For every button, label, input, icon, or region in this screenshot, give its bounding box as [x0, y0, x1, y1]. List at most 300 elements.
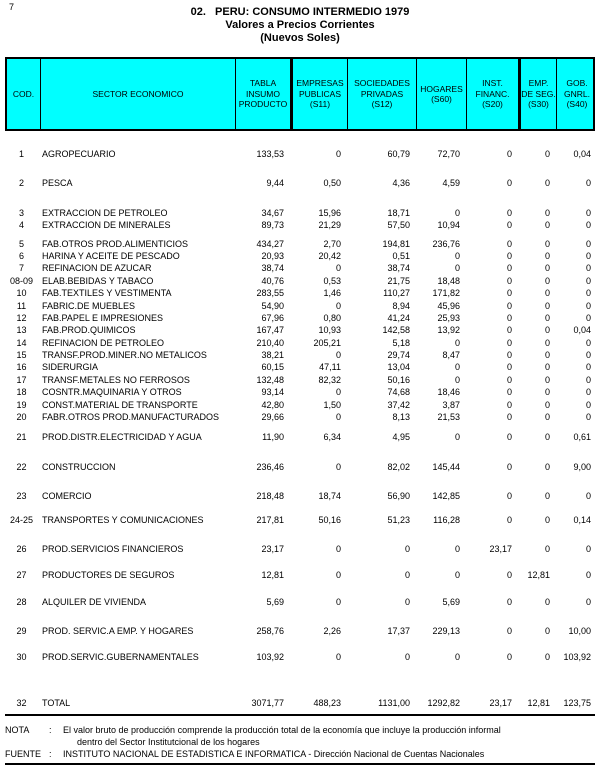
value-tabla-insumo-producto: 34,67 [261, 207, 284, 218]
sector-name: ALQUILER DE VIVIENDA [42, 596, 147, 607]
value-inst-financ-s20: 0 [506, 288, 512, 299]
value-inst-financ-s20: 0 [506, 350, 512, 361]
fuente-label: FUENTE [5, 749, 41, 760]
value-gob-gnrl-s40: 103,92 [563, 651, 591, 662]
value-gob-gnrl-s40: 0,14 [573, 514, 591, 525]
row-group [5, 625, 595, 637]
value-empresas-publicas-s11: 0,50 [323, 178, 341, 189]
value-hogares-s60: 21,53 [437, 412, 460, 423]
value-empresas-publicas-s11: 0 [335, 651, 341, 662]
value-tabla-insumo-producto: 434,27 [256, 238, 284, 249]
value-tabla-insumo-producto: 54,90 [261, 300, 284, 311]
value-sociedades-privadas-s12: 4,95 [392, 432, 410, 443]
value-hogares-s60: 0 [454, 543, 460, 554]
value-inst-financ-s20: 0 [506, 207, 512, 218]
row-group [5, 177, 595, 189]
value-empresas-publicas-s11: 0 [335, 350, 341, 361]
value-sociedades-privadas-s12: 60,79 [387, 149, 410, 159]
sector-name: REFINACION DE AZUCAR [42, 263, 152, 274]
table-row [5, 514, 595, 526]
value-tabla-insumo-producto: 5,69 [266, 596, 284, 607]
table-row [5, 431, 595, 443]
value-empresas-publicas-s11: 0 [335, 461, 341, 472]
value-gob-gnrl-s40: 0 [585, 207, 591, 218]
value-emp-de-seg-s30: 0 [544, 325, 550, 336]
value-gob-gnrl-s40: 0 [585, 337, 591, 348]
value-inst-financ-s20: 0 [506, 149, 512, 159]
row-code: 32 [16, 697, 27, 708]
value-hogares-s60: 145,44 [432, 461, 460, 472]
total-row [5, 697, 595, 709]
column-header-sector-economico: SECTOR ECONOMICO [40, 59, 235, 129]
value-hogares-s60: 1292,82 [427, 697, 460, 708]
value-inst-financ-s20: 0 [506, 491, 512, 502]
value-emp-de-seg-s30: 0 [544, 312, 550, 323]
value-inst-financ-s20: 0 [506, 312, 512, 323]
value-gob-gnrl-s40: 0 [585, 543, 591, 554]
value-tabla-insumo-producto: 23,17 [261, 543, 284, 554]
value-hogares-s60: 13,92 [437, 325, 460, 336]
row-group [5, 461, 595, 473]
value-tabla-insumo-producto: 133,53 [256, 149, 284, 159]
sector-name: TRANSPORTES Y COMUNICACIONES [42, 514, 204, 525]
value-hogares-s60: 0 [454, 250, 460, 261]
row-group [5, 543, 595, 555]
value-inst-financ-s20: 0 [506, 337, 512, 348]
value-inst-financ-s20: 0 [506, 325, 512, 336]
value-emp-de-seg-s30: 0 [544, 461, 550, 472]
table-row [5, 324, 595, 336]
sector-name: PROD.SERVIC.GUBERNAMENTALES [42, 651, 199, 662]
nota-text-line1: El valor bruto de producción comprende la producción total de la economía que incluye la producción informal [63, 725, 501, 736]
value-gob-gnrl-s40: 0 [585, 399, 591, 410]
column-header-hogares-s60: HOGARES (S60) [416, 59, 466, 129]
value-gob-gnrl-s40: 0 [585, 412, 591, 423]
value-sociedades-privadas-s12: 56,90 [387, 491, 410, 502]
row-code: 18 [16, 387, 27, 398]
sector-name: PESCA [42, 178, 73, 189]
value-inst-financ-s20: 0 [506, 461, 512, 472]
column-header-inst-financ-s20: INST. FINANC. (S20) [466, 59, 518, 129]
table-row [5, 287, 595, 299]
value-inst-financ-s20: 0 [506, 387, 512, 398]
value-emp-de-seg-s30: 0 [544, 288, 550, 299]
sector-name: HARINA Y ACEITE DE PESCADO [42, 250, 180, 261]
value-sociedades-privadas-s12: 21,75 [387, 275, 410, 286]
value-tabla-insumo-producto: 9,44 [266, 178, 284, 189]
value-gob-gnrl-s40: 0 [585, 220, 591, 231]
row-code: 4 [18, 220, 24, 231]
row-group [5, 569, 595, 581]
sector-name: FAB.PAPEL E IMPRESIONES [42, 312, 164, 323]
value-empresas-publicas-s11: 6,34 [323, 432, 341, 443]
value-tabla-insumo-producto: 38,74 [261, 263, 284, 274]
value-hogares-s60: 0 [454, 263, 460, 274]
fuente-text: INSTITUTO NACIONAL DE ESTADISTICA E INFORMATICA - Dirección Nacional de Cuentas Nacionales [63, 749, 485, 760]
value-sociedades-privadas-s12: 4,36 [392, 178, 410, 189]
value-hogares-s60: 25,93 [437, 312, 460, 323]
fuente-row [5, 748, 595, 760]
value-gob-gnrl-s40: 0 [585, 300, 591, 311]
value-tabla-insumo-producto: 89,73 [261, 220, 284, 231]
value-gob-gnrl-s40: 10,00 [568, 626, 591, 637]
value-sociedades-privadas-s12: 8,13 [392, 412, 410, 423]
nota-row [5, 724, 595, 736]
value-sociedades-privadas-s12: 142,58 [382, 325, 410, 336]
table-row [5, 177, 595, 189]
row-code: 28 [16, 596, 27, 607]
table-row [5, 337, 595, 349]
table-row [5, 374, 595, 386]
value-emp-de-seg-s30: 0 [544, 337, 550, 348]
value-sociedades-privadas-s12: 17,37 [387, 626, 410, 637]
value-empresas-publicas-s11: 82,32 [318, 374, 341, 385]
value-empresas-publicas-s11: 488,23 [313, 697, 341, 708]
value-empresas-publicas-s11: 0 [335, 570, 341, 581]
value-emp-de-seg-s30: 0 [544, 596, 550, 607]
value-empresas-publicas-s11: 0,80 [323, 312, 341, 323]
row-code: 22 [16, 461, 27, 472]
value-empresas-publicas-s11: 0 [335, 300, 341, 311]
value-inst-financ-s20: 0 [506, 263, 512, 274]
row-group [5, 697, 595, 709]
value-empresas-publicas-s11: 0 [335, 543, 341, 554]
table-row [5, 275, 595, 287]
table-row [5, 262, 595, 274]
value-inst-financ-s20: 0 [506, 412, 512, 423]
value-gob-gnrl-s40: 0,04 [573, 149, 591, 159]
sector-name: PRODUCTORES DE SEGUROS [42, 570, 175, 581]
value-inst-financ-s20: 0 [506, 626, 512, 637]
sector-name: PROD.SERVICIOS FINANCIEROS [42, 543, 184, 554]
table-row [5, 219, 595, 231]
value-emp-de-seg-s30: 12,81 [527, 697, 550, 708]
value-hogares-s60: 0 [454, 374, 460, 385]
value-emp-de-seg-s30: 0 [544, 263, 550, 274]
page-bottom-rule [5, 763, 595, 765]
value-gob-gnrl-s40: 0 [585, 312, 591, 323]
sector-name: TRANSF.METALES NO FERROSOS [42, 374, 190, 385]
sector-name: SIDERURGIA [42, 362, 99, 373]
nota-colon: : [49, 725, 52, 736]
value-sociedades-privadas-s12: 51,23 [387, 514, 410, 525]
value-sociedades-privadas-s12: 110,27 [383, 288, 410, 299]
value-emp-de-seg-s30: 0 [544, 207, 550, 218]
value-tabla-insumo-producto: 29,66 [261, 412, 284, 423]
sector-name: PROD. SERVIC.A EMP. Y HOGARES [42, 626, 194, 637]
value-gob-gnrl-s40: 0 [585, 596, 591, 607]
value-hogares-s60: 116,28 [433, 514, 460, 525]
row-group [5, 148, 595, 160]
value-inst-financ-s20: 0 [506, 238, 512, 249]
sector-name: TOTAL [42, 697, 71, 708]
table-row [5, 300, 595, 312]
page-title: 02. PERU: CONSUMO INTERMEDIO 1979 [190, 6, 410, 18]
value-inst-financ-s20: 23,17 [489, 543, 512, 554]
value-hogares-s60: 5,69 [442, 596, 460, 607]
value-emp-de-seg-s30: 0 [544, 250, 550, 261]
sector-name: ELAB.BEBIDAS Y TABACO [42, 275, 154, 286]
fuente-colon: : [49, 749, 52, 760]
row-code: 6 [18, 250, 24, 261]
value-tabla-insumo-producto: 218,48 [256, 491, 284, 502]
value-empresas-publicas-s11: 0 [335, 412, 341, 423]
sector-name: FAB.OTROS PROD.ALIMENTICIOS [42, 238, 189, 249]
value-emp-de-seg-s30: 0 [544, 399, 550, 410]
value-inst-financ-s20: 0 [506, 514, 512, 525]
table-row [5, 569, 595, 581]
value-sociedades-privadas-s12: 0 [404, 596, 410, 607]
value-tabla-insumo-producto: 38,21 [261, 350, 284, 361]
row-group [5, 596, 595, 608]
value-tabla-insumo-producto: 210,40 [256, 337, 284, 348]
sector-name: AGROPECUARIO [42, 149, 116, 159]
value-tabla-insumo-producto: 236,46 [256, 461, 284, 472]
value-hogares-s60: 229,13 [432, 626, 460, 637]
value-hogares-s60: 10,94 [437, 220, 460, 231]
row-code: 13 [16, 325, 27, 336]
table-row [5, 250, 595, 262]
value-tabla-insumo-producto: 67,96 [261, 312, 284, 323]
column-header-sociedades-privadas-s12: SOCIEDADES PRIVADAS (S12) [347, 59, 416, 129]
value-tabla-insumo-producto: 217,81 [256, 514, 284, 525]
value-tabla-insumo-producto: 283,55 [256, 288, 284, 299]
value-gob-gnrl-s40: 9,00 [573, 461, 591, 472]
sector-name: FABRIC.DE MUEBLES [42, 300, 136, 311]
value-gob-gnrl-s40: 0 [585, 288, 591, 299]
value-sociedades-privadas-s12: 1131,00 [378, 697, 410, 708]
value-empresas-publicas-s11: 2,26 [323, 626, 341, 637]
row-code: 19 [16, 399, 27, 410]
value-sociedades-privadas-s12: 38,74 [387, 263, 410, 274]
sector-name: COMERCIO [42, 491, 92, 502]
value-gob-gnrl-s40: 0 [585, 387, 591, 398]
row-code: 08-09 [9, 275, 34, 286]
row-code: 30 [16, 651, 27, 662]
value-sociedades-privadas-s12: 82,02 [387, 461, 410, 472]
row-group [5, 514, 595, 526]
value-gob-gnrl-s40: 0 [585, 178, 591, 189]
value-sociedades-privadas-s12: 0 [404, 651, 410, 662]
value-sociedades-privadas-s12: 8,94 [392, 300, 410, 311]
value-emp-de-seg-s30: 0 [544, 350, 550, 361]
row-group [5, 651, 595, 663]
row-code: 12 [16, 312, 27, 323]
value-hogares-s60: 0 [454, 432, 460, 443]
value-inst-financ-s20: 23,17 [489, 697, 512, 708]
value-emp-de-seg-s30: 0 [544, 626, 550, 637]
value-emp-de-seg-s30: 0 [544, 491, 550, 502]
value-tabla-insumo-producto: 93,14 [261, 387, 284, 398]
value-emp-de-seg-s30: 0 [544, 275, 550, 286]
value-inst-financ-s20: 0 [506, 178, 512, 189]
sector-name: FAB.PROD.QUIMICOS [42, 325, 136, 336]
value-sociedades-privadas-s12: 29,74 [387, 350, 410, 361]
sector-name: FABR.OTROS PROD.MANUFACTURADOS [42, 412, 220, 423]
value-emp-de-seg-s30: 0 [544, 651, 550, 662]
row-group [5, 431, 595, 443]
value-tabla-insumo-producto: 132,48 [256, 374, 284, 385]
column-header-empresas-publicas-s11: EMPRESAS PUBLICAS (S11) [290, 59, 347, 129]
table-row [5, 651, 595, 663]
row-code: 1 [18, 149, 24, 159]
table-row [5, 411, 595, 423]
value-empresas-publicas-s11: 0 [335, 596, 341, 607]
value-hogares-s60: 8,47 [442, 350, 460, 361]
column-header-cod: COD. [12, 88, 35, 99]
column-header-gob-gnrl-s40: GOB. GNRL. (S40) [556, 59, 597, 129]
value-empresas-publicas-s11: 0,53 [323, 275, 341, 286]
value-hogares-s60: 0 [454, 207, 460, 218]
column-header-tabla-insumo-producto: TABLA INSUMO PRODUCTO [235, 59, 290, 129]
value-sociedades-privadas-s12: 0,51 [392, 250, 410, 261]
row-code: 10 [16, 288, 27, 299]
footer-notes [5, 724, 595, 765]
value-tabla-insumo-producto: 258,76 [256, 626, 284, 637]
value-emp-de-seg-s30: 0 [544, 412, 550, 423]
value-hogares-s60: 18,46 [437, 387, 460, 398]
value-gob-gnrl-s40: 123,75 [563, 697, 591, 708]
value-hogares-s60: 72,70 [437, 149, 460, 159]
row-code: 2 [18, 178, 24, 189]
value-emp-de-seg-s30: 0 [544, 178, 550, 189]
value-sociedades-privadas-s12: 5,18 [392, 337, 410, 348]
value-gob-gnrl-s40: 0 [585, 570, 591, 581]
row-code: 27 [16, 570, 27, 581]
value-sociedades-privadas-s12: 0 [404, 570, 410, 581]
value-hogares-s60: 45,96 [437, 300, 460, 311]
row-code: 14 [16, 337, 27, 348]
row-code: 5 [18, 238, 24, 249]
table-row [5, 238, 595, 250]
value-empresas-publicas-s11: 15,96 [318, 207, 341, 218]
value-inst-financ-s20: 0 [506, 300, 512, 311]
value-tabla-insumo-producto: 167,47 [256, 325, 284, 336]
value-empresas-publicas-s11: 18,74 [318, 491, 341, 502]
value-gob-gnrl-s40: 0 [585, 275, 591, 286]
value-gob-gnrl-s40: 0,61 [573, 432, 591, 443]
value-inst-financ-s20: 0 [506, 220, 512, 231]
table-row [5, 596, 595, 608]
value-empresas-publicas-s11: 10,93 [318, 325, 341, 336]
value-emp-de-seg-s30: 0 [544, 432, 550, 443]
data-table [5, 57, 595, 716]
value-tabla-insumo-producto: 60,15 [261, 362, 284, 373]
row-code: 24-25 [9, 514, 34, 525]
title-block [0, 6, 600, 45]
value-emp-de-seg-s30: 0 [544, 149, 550, 159]
sector-name: EXTRACCION DE MINERALES [42, 220, 171, 231]
page-number: 7 [9, 2, 15, 12]
value-emp-de-seg-s30: 0 [544, 543, 550, 554]
table-row [5, 625, 595, 637]
value-emp-de-seg-s30: 0 [544, 362, 550, 373]
value-empresas-publicas-s11: 2,70 [323, 238, 341, 249]
value-inst-financ-s20: 0 [506, 596, 512, 607]
value-emp-de-seg-s30: 0 [544, 220, 550, 231]
value-sociedades-privadas-s12: 0 [404, 543, 410, 554]
value-inst-financ-s20: 0 [506, 250, 512, 261]
value-inst-financ-s20: 0 [506, 651, 512, 662]
value-empresas-publicas-s11: 50,16 [318, 514, 341, 525]
value-emp-de-seg-s30: 12,81 [527, 570, 550, 581]
row-code: 29 [16, 626, 27, 637]
value-inst-financ-s20: 0 [506, 432, 512, 443]
value-hogares-s60: 0 [454, 651, 460, 662]
sector-name: PROD.DISTR.ELECTRICIDAD Y AGUA [42, 432, 202, 443]
value-empresas-publicas-s11: 47,11 [319, 362, 341, 373]
row-code: 3 [18, 207, 24, 218]
value-emp-de-seg-s30: 0 [544, 514, 550, 525]
value-hogares-s60: 0 [454, 570, 460, 581]
value-gob-gnrl-s40: 0 [585, 374, 591, 385]
value-sociedades-privadas-s12: 57,50 [387, 220, 410, 231]
value-gob-gnrl-s40: 0 [585, 362, 591, 373]
value-hogares-s60: 142,85 [432, 491, 460, 502]
value-hogares-s60: 3,87 [442, 399, 460, 410]
value-tabla-insumo-producto: 40,76 [261, 275, 284, 286]
table-row [5, 349, 595, 361]
value-inst-financ-s20: 0 [506, 399, 512, 410]
page-subtitle-units: (Nuevos Soles) [260, 32, 340, 44]
value-empresas-publicas-s11: 0 [335, 149, 341, 159]
row-group [5, 238, 595, 424]
value-emp-de-seg-s30: 0 [544, 374, 550, 385]
value-empresas-publicas-s11: 21,29 [318, 220, 341, 231]
value-hogares-s60: 0 [454, 337, 460, 348]
row-code: 20 [16, 412, 27, 423]
value-gob-gnrl-s40: 0 [585, 250, 591, 261]
value-gob-gnrl-s40: 0 [585, 350, 591, 361]
table-row [5, 207, 595, 219]
column-header-emp-de-seg-s30: EMP. DE SEG. (S30) [518, 59, 556, 129]
value-empresas-publicas-s11: 0 [335, 263, 341, 274]
value-sociedades-privadas-s12: 18,71 [387, 207, 410, 218]
value-hogares-s60: 0 [454, 362, 460, 373]
value-sociedades-privadas-s12: 194,81 [382, 238, 410, 249]
sector-name: EXTRACCION DE PETROLEO [42, 207, 168, 218]
value-hogares-s60: 4,59 [442, 178, 460, 189]
value-inst-financ-s20: 0 [506, 374, 512, 385]
row-code: 7 [18, 263, 24, 274]
value-sociedades-privadas-s12: 37,42 [387, 399, 410, 410]
value-empresas-publicas-s11: 20,42 [318, 250, 341, 261]
page-subtitle: Valores a Precios Corrientes [225, 19, 375, 31]
table-row [5, 148, 595, 160]
value-gob-gnrl-s40: 0 [585, 491, 591, 502]
value-gob-gnrl-s40: 0,04 [573, 325, 591, 336]
sector-name: CONSTRUCCION [42, 461, 116, 472]
table-row [5, 386, 595, 398]
table-row [5, 399, 595, 411]
row-code: 17 [16, 374, 27, 385]
value-hogares-s60: 171,82 [432, 288, 460, 299]
row-code: 16 [16, 362, 27, 373]
table-body [5, 148, 595, 709]
nota-text-line2: dentro del Sector Institutcional de los hogares [77, 737, 260, 748]
sector-name: REFINACION DE PETROLEO [42, 337, 165, 348]
row-group [5, 490, 595, 502]
sector-name: FAB.TEXTILES Y VESTIMENTA [42, 288, 172, 299]
value-inst-financ-s20: 0 [506, 275, 512, 286]
row-code: 15 [16, 350, 27, 361]
value-inst-financ-s20: 0 [506, 362, 512, 373]
value-hogares-s60: 18,48 [437, 275, 460, 286]
value-hogares-s60: 236,76 [432, 238, 460, 249]
value-tabla-insumo-producto: 12,81 [261, 570, 284, 581]
row-code: 26 [16, 543, 27, 554]
row-code: 23 [16, 491, 27, 502]
